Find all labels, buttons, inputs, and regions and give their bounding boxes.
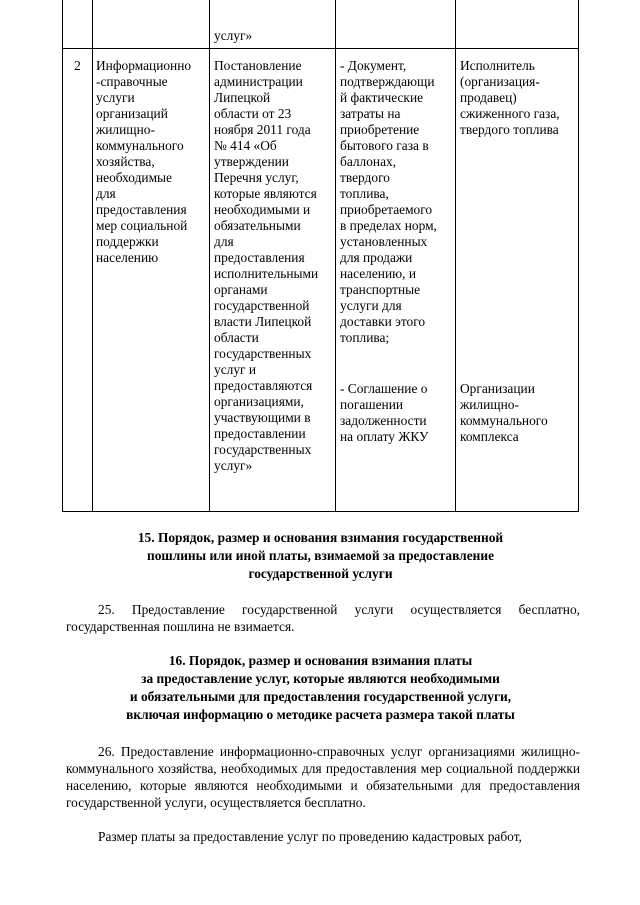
- column-divider: [92, 0, 93, 512]
- section-16-heading: 16. Порядок, размер и основания взимания платы за предоставление услуг, которые являются необходимыми и обязательными для предоставления государственной услуги, включая информацию о методике расчета размера такой платы: [126, 653, 515, 722]
- table-cell-documents-2: - Соглашение о погашении задолженности на оплату ЖКУ: [340, 381, 429, 444]
- table-bottom-border: [63, 511, 578, 512]
- column-divider: [209, 0, 210, 512]
- table-cell-top-regulation-tail: услуг»: [214, 28, 253, 43]
- table-cell-regulation: Постановление администрации Липецкой области от 23 ноября 2011 года № 414 «Об утверждении Перечня услуг, которые являются необходимыми и обязательными для предоставления исполнительными органами государственной власти Липецкой области государственных услуг и предоставляются организациями, участвующими в предоставлении государственных услуг»: [214, 58, 319, 473]
- paragraph-27: Размер платы за предоставление услуг по проведению кадастровых работ,: [98, 829, 522, 844]
- paragraph-25: 25. Предоставление государственной услуги осуществляется бесплатно, государственная пошлина не взимается.: [66, 602, 580, 634]
- services-table: [62, 0, 579, 512]
- column-divider: [335, 0, 336, 512]
- column-divider: [455, 0, 456, 512]
- table-cell-documents-1: - Документ, подтверждающи й фактические затраты на приобретение бытового газа в баллонах, твердого топлива, приобретаемого в пределах норм, установленных для продажи населению, и транспортные услуги для доставки этого топлива;: [340, 58, 437, 345]
- row-divider: [63, 48, 578, 49]
- table-cell-row-number: 2: [74, 58, 81, 73]
- table-cell-service-name: Информационно -справочные услуги организаций жилищно- коммунального хозяйства, необходимые для предоставления мер социальной поддержки населению: [96, 58, 192, 265]
- section-15-heading: 15. Порядок, размер и основания взимания государственной пошлины или иной платы, взимаемой за предоставление государственной услуги: [137, 530, 504, 581]
- table-cell-executor-2: Организации жилищно- коммунального комплекса: [460, 381, 548, 444]
- table-cell-executor-1: Исполнитель (организация- продавец) сжиженного газа, твердого топлива: [460, 58, 560, 137]
- paragraph-26: 26. Предоставление информационно-справочных услуг организациями жилищно-коммунального хозяйства, необходимых для предоставления мер социальной поддержки населению, которые являются необходимыми и обязательными для предоставления государственной услуги, осуществляется бесплатно.: [66, 744, 580, 810]
